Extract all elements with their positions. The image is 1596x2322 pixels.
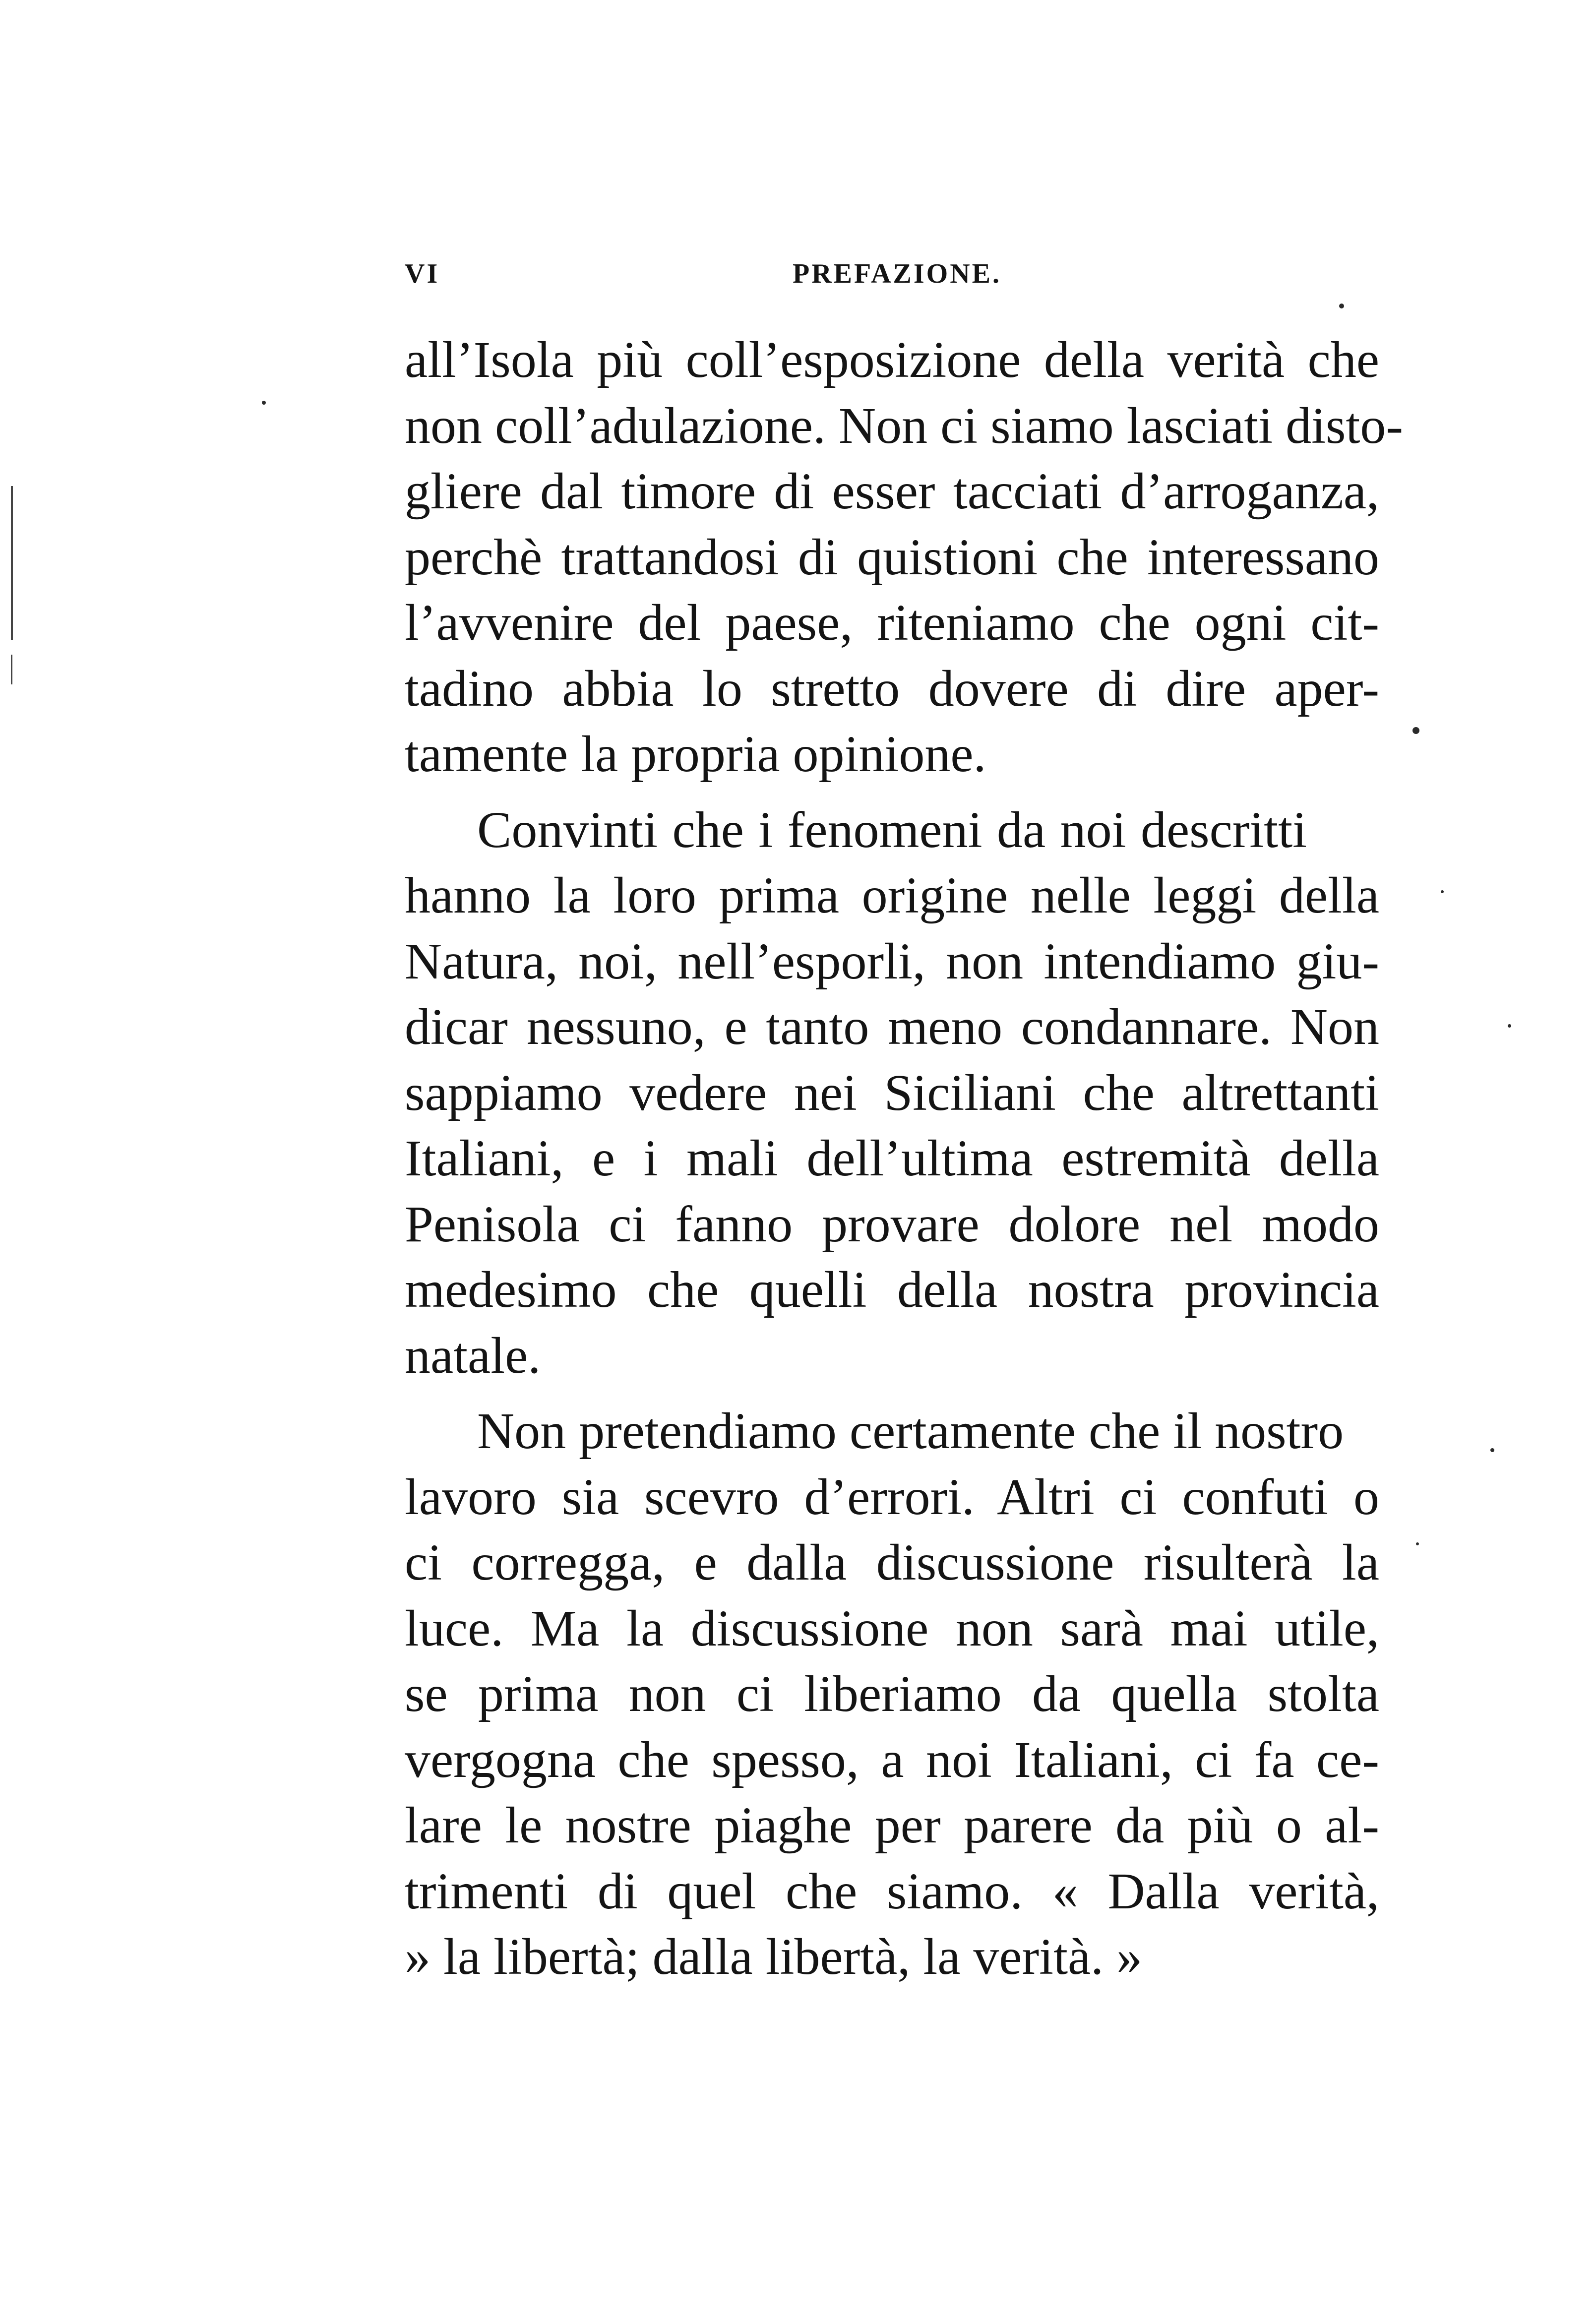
scan-speck: [1508, 1024, 1511, 1028]
running-title: PREFAZIONE.: [793, 258, 1001, 289]
text-line: ci corregga, e dalla discussione risulterà la: [405, 1534, 1379, 1591]
text-line: natale.: [405, 1327, 541, 1384]
page-number: VI: [405, 258, 440, 289]
text-line: trimenti di quel che siamo. « Dalla verità,: [405, 1862, 1379, 1920]
left-edge-scan-line: [11, 486, 13, 640]
text-line: non coll’adulazione. Non ci siamo lasciati disto-: [405, 397, 1404, 454]
text-line: lare le nostre piaghe per parere da più o al-: [405, 1797, 1379, 1854]
text-line: hanno la loro prima origine nelle leggi della: [405, 867, 1379, 924]
text-line: sappiamo vedere nei Siciliani che altrettanti: [405, 1064, 1379, 1121]
text-line: all’Isola più coll’esposizione della verità che: [405, 331, 1379, 388]
text-line: Penisola ci fanno provare dolore nel modo: [405, 1195, 1379, 1253]
text-line: se prima non ci liberiamo da quella stolta: [405, 1665, 1379, 1722]
text-line: tadino abbia lo stretto dovere di dire aper-: [405, 660, 1379, 717]
scan-speck: [262, 401, 266, 405]
text-line: Convinti che i fenomeni da noi descritti: [477, 801, 1307, 858]
text-line: » la libertà; dalla libertà, la verità. »: [405, 1928, 1143, 1985]
scan-speck: [1441, 890, 1444, 893]
paragraph: [405, 1399, 1379, 1990]
text-line: Non pretendiamo certamente che il nostro: [477, 1403, 1344, 1460]
text-line: perchè trattandosi di quistioni che interessano: [405, 528, 1379, 586]
paragraph-continuation: [405, 327, 1404, 788]
scan-speck: [1339, 304, 1344, 308]
scan-speck: [1412, 727, 1419, 734]
paragraph: [405, 797, 1379, 1389]
text-line: vergogna che spesso, a noi Italiani, ci fa ce-: [405, 1731, 1379, 1788]
text-line: medesimo che quelli della nostra provincia: [405, 1261, 1379, 1318]
left-edge-scan-line: [11, 655, 12, 684]
text-line: gliere dal timore di esser tacciati d’arroganza,: [405, 463, 1379, 520]
text-line: dicar nessuno, e tanto meno condannare. Non: [405, 998, 1379, 1055]
text-line: Natura, noi, nell’esporli, non intendiamo giu-: [405, 932, 1379, 990]
text-line: lavoro sia scevro d’errori. Altri ci confuti o: [405, 1468, 1379, 1526]
text-line: Italiani, e i mali dell’ultima estremità della: [405, 1130, 1379, 1187]
body-text: [405, 327, 1404, 1990]
text-line: l’avvenire del paese, riteniamo che ogni cit-: [405, 594, 1379, 651]
scan-speck: [1416, 1542, 1419, 1545]
running-header: [405, 258, 1387, 298]
text-line: luce. Ma la discussione non sarà mai utile,: [405, 1599, 1379, 1657]
text-line: tamente la propria opinione.: [405, 726, 986, 783]
scan-speck: [1490, 1448, 1494, 1452]
